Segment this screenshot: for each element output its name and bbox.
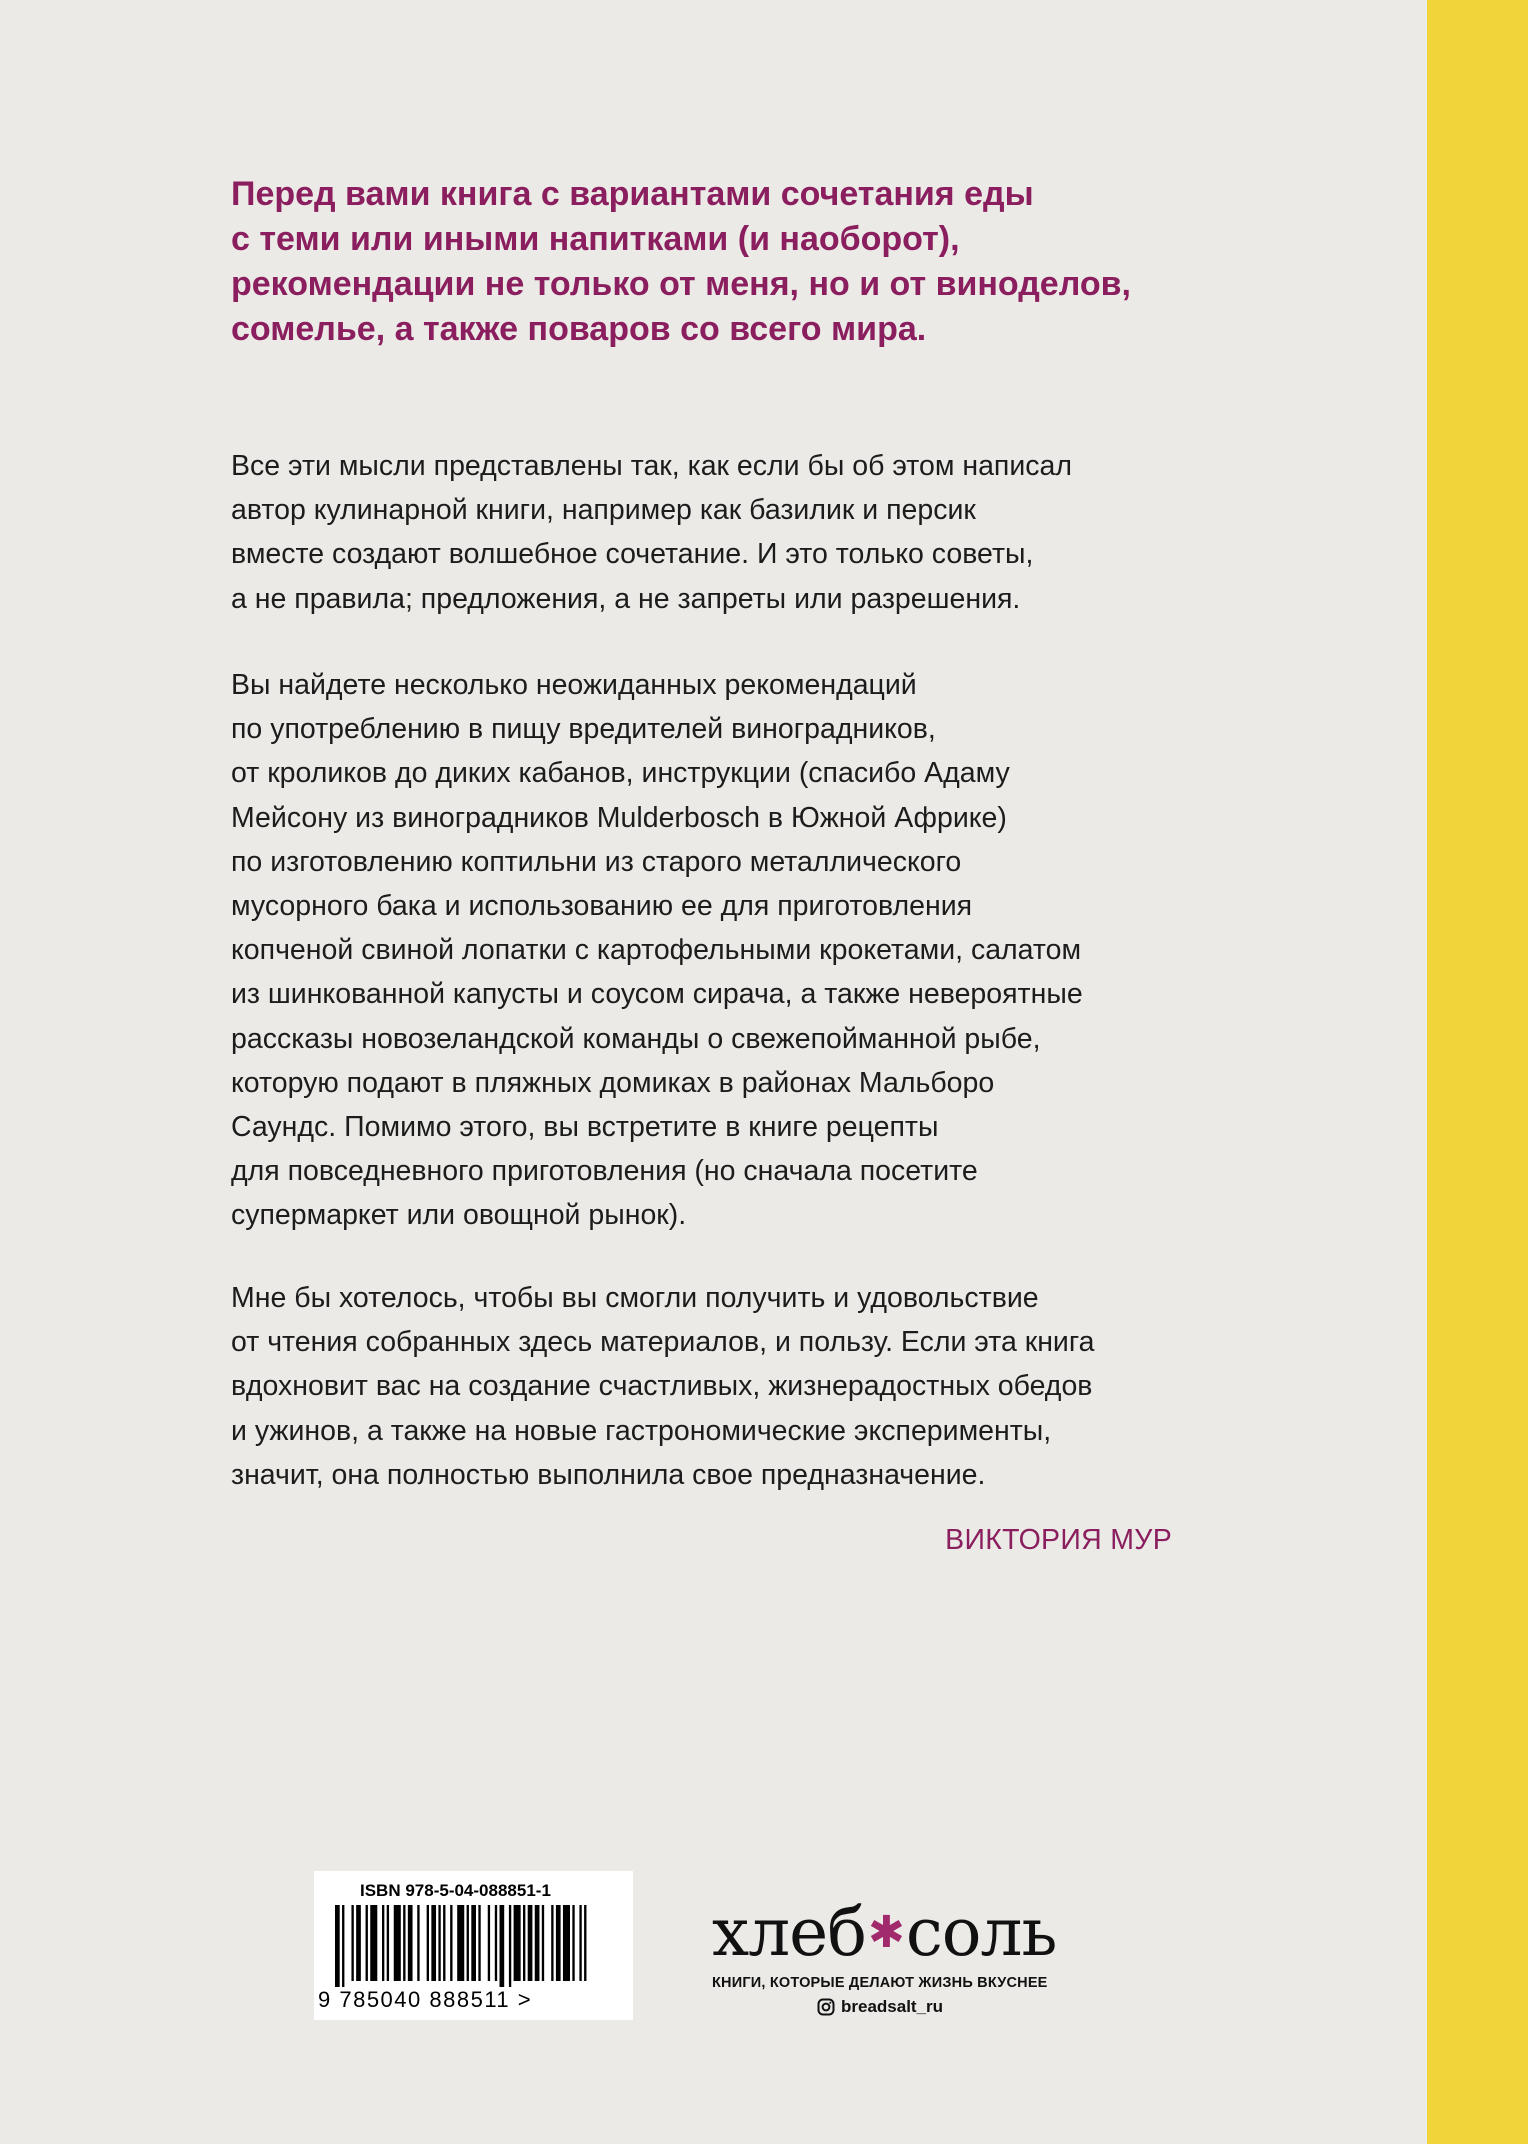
text-line: Все эти мысли представлены так, как если бы об этом написал bbox=[231, 450, 1073, 482]
barcode-bar bbox=[431, 1905, 436, 1981]
text-line: а не правила; предложения, а не запреты или разрешения. bbox=[231, 582, 1021, 615]
text-line: по употреблению в пищу вредителей виноградников, bbox=[231, 713, 936, 746]
barcode-bar bbox=[579, 1905, 581, 1981]
barcode-bar bbox=[351, 1905, 353, 1981]
isbn-label: ISBN 978-5-04-088851-1 bbox=[360, 1881, 551, 1900]
barcode-bar bbox=[457, 1905, 464, 1981]
barcode-bar bbox=[563, 1905, 570, 1981]
text-line: автор кулинарной книги, например как базилик и персик bbox=[231, 494, 976, 527]
barcode-bar bbox=[335, 1905, 340, 1987]
text-line: Мейсону из виноградников Mulderbosch в Южной Африке) bbox=[231, 801, 1007, 834]
barcode-bar bbox=[417, 1905, 419, 1981]
barcode-bar bbox=[523, 1905, 525, 1981]
barcode-bar bbox=[342, 1905, 344, 1987]
barcode-bar bbox=[556, 1905, 561, 1981]
barcode-bar bbox=[471, 1905, 476, 1981]
instagram-label: breadsalt_ru bbox=[841, 1997, 944, 2016]
text-line: от кроликов до диких кабанов, инструкции (спасибо Адаму bbox=[231, 757, 1010, 790]
publisher-tagline: КНИГИ, КОТОРЫЕ ДЕЛАЮТ ЖИЗНЬ ВКУСНЕЕ bbox=[712, 1975, 1048, 1991]
barcode-bar bbox=[394, 1905, 401, 1981]
barcode-icon bbox=[335, 1905, 595, 1987]
lead-line: Перед вами книга с вариантами сочетания еды bbox=[231, 175, 1034, 213]
barcode-bar bbox=[467, 1905, 469, 1981]
author-name: ВИКТОРИЯ МУР bbox=[945, 1524, 1172, 1556]
barcode-bar bbox=[528, 1905, 533, 1981]
text-line: и ужинов, а также на новые гастрономические эксперименты, bbox=[231, 1414, 1052, 1447]
barcode-bar bbox=[535, 1905, 540, 1981]
logo-word-left: хлеб bbox=[712, 1894, 866, 1971]
text-line: вдохновит вас на создание счастливых, жизнерадостных обедов bbox=[231, 1370, 1093, 1403]
text-line: вместе создают волшебное сочетание. И это только советы, bbox=[231, 538, 1034, 571]
text-line: мусорного бака и использованию ее для приготовления bbox=[231, 890, 973, 923]
barcode-bar bbox=[408, 1905, 413, 1981]
paragraph-3 bbox=[231, 1276, 1331, 1497]
paragraph-1 bbox=[231, 444, 1331, 621]
text-line: для повседневного приготовления (но сначала посетите bbox=[231, 1155, 978, 1188]
barcode-bar bbox=[403, 1905, 405, 1981]
barcode-bar bbox=[500, 1905, 505, 1987]
barcode-bar bbox=[551, 1905, 553, 1981]
text-line: Мне бы хотелось, чтобы вы смогли получить и удовольствие bbox=[231, 1282, 1039, 1314]
barcode-bar bbox=[572, 1905, 574, 1981]
publisher-logo-block bbox=[700, 1893, 1080, 2033]
instagram-handle bbox=[817, 1997, 943, 2017]
barcode-bar bbox=[478, 1905, 480, 1981]
barcode-bar bbox=[514, 1905, 521, 1981]
text-line: копченой свиной лопатки с картофельными крокетами, салатом bbox=[231, 934, 1082, 967]
logo-word-right: соль bbox=[905, 1894, 1057, 1971]
text-line: которую подают в пляжных домиках в районах Мальборо bbox=[231, 1066, 995, 1099]
barcode-bar bbox=[495, 1905, 497, 1981]
barcode-bar bbox=[488, 1905, 490, 1981]
barcode-bar bbox=[443, 1905, 445, 1981]
text-line: Саундс. Помимо этого, вы встретите в книге рецепты bbox=[231, 1111, 939, 1144]
barcode-bar bbox=[356, 1905, 361, 1981]
paragraph-2 bbox=[231, 663, 1331, 1238]
text-line: по изготовлению коптильни из старого металлического bbox=[231, 845, 962, 878]
barcode-bar bbox=[542, 1905, 544, 1981]
publisher-logo bbox=[712, 1893, 1056, 1973]
barcode-bar bbox=[427, 1905, 429, 1981]
barcode-bar bbox=[584, 1905, 586, 1981]
text-line: рассказы новозеландской команды о свежепойманной рыбе, bbox=[231, 1022, 1041, 1055]
lead-line: рекомендации не только от меня, но и от виноделов, bbox=[231, 265, 1131, 303]
barcode-bar bbox=[509, 1905, 511, 1987]
barcode-bar bbox=[382, 1905, 384, 1981]
barcode-digits: 9 785040 888511 > bbox=[318, 1987, 533, 2012]
barcode-bar bbox=[366, 1905, 368, 1981]
lead-quote bbox=[231, 172, 1291, 352]
text-line: Вы найдете несколько неожиданных рекомендаций bbox=[231, 669, 917, 701]
text-line: супермаркет или овощной рынок). bbox=[231, 1199, 687, 1232]
lead-line: с теми или иными напитками (и наоборот), bbox=[231, 220, 960, 258]
flower-star-icon: ✱ bbox=[867, 1907, 904, 1958]
barcode-block bbox=[314, 1871, 633, 2020]
barcode-bar bbox=[370, 1905, 377, 1981]
instagram-icon bbox=[817, 1998, 835, 2016]
text-line: значит, она полностью выполнила свое предназначение. bbox=[231, 1458, 986, 1491]
lead-line: сомелье, а также поваров со всего мира. bbox=[231, 310, 927, 348]
book-spine bbox=[1427, 0, 1528, 2144]
text-line: из шинкованной капусты и соусом сирача, а также невероятные bbox=[231, 978, 1083, 1011]
text-line: от чтения собранных здесь материалов, и пользу. Если эта книга bbox=[231, 1326, 1095, 1359]
barcode-bar bbox=[438, 1905, 440, 1981]
barcode-bar bbox=[387, 1905, 389, 1981]
barcode-bar bbox=[450, 1905, 452, 1981]
